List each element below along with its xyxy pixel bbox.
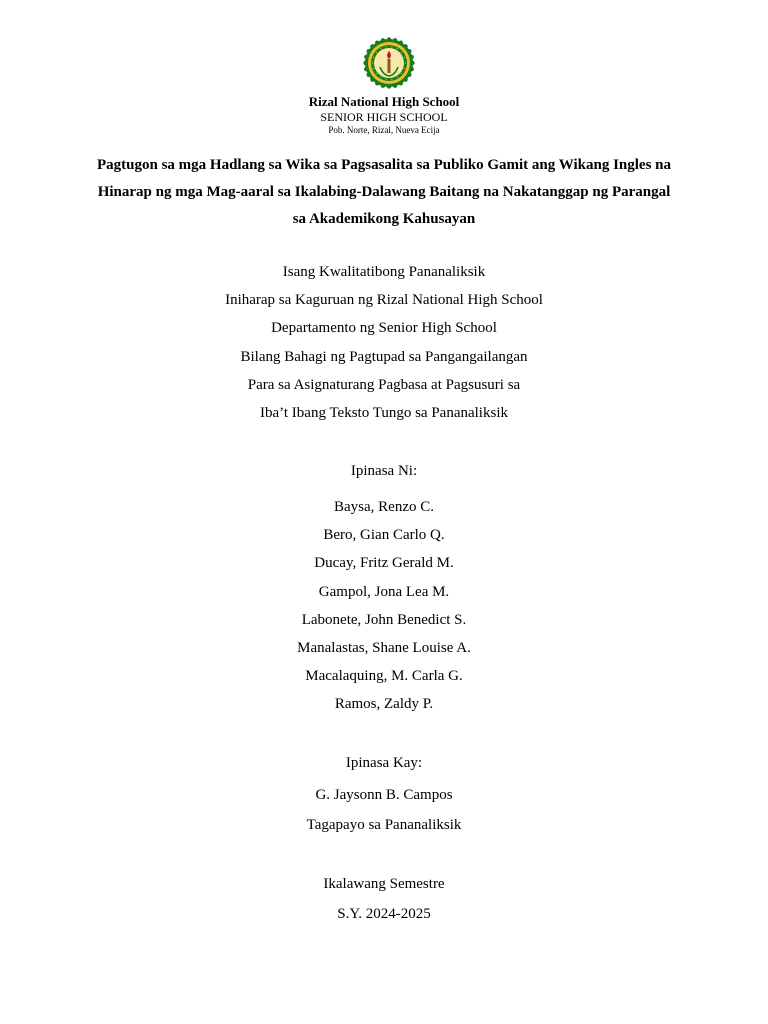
- school-name: Rizal National High School: [308, 94, 460, 109]
- seal-ring-dot: [373, 57, 374, 58]
- author-name: Manalastas, Shane Louise A.: [297, 639, 471, 656]
- description-block: [0, 258, 768, 427]
- seal-ring-dot: [376, 52, 377, 53]
- school-address: Pob. Norte, Rizal, Nueva Ecija: [328, 125, 440, 135]
- adviser-name: G. Jaysonn B. Campos: [315, 787, 453, 803]
- author-name: Labonete, John Benedict S.: [301, 611, 467, 628]
- seal-scallop: [375, 40, 379, 44]
- description-line: Iniharap sa Kaguruan ng Rizal National High School: [225, 292, 543, 309]
- seal-ring-dot: [380, 77, 381, 78]
- seal-scallop: [407, 73, 411, 77]
- author-name: Ramos, Zaldy P.: [334, 696, 434, 713]
- description-line: Bilang Bahagi ng Pagtupad sa Pangangailangan: [240, 348, 528, 365]
- description-line: Isang Kwalitatibong Pananaliksik: [282, 264, 486, 280]
- school-year: S.Y. 2024-2025: [337, 906, 431, 922]
- seal-scallop: [375, 81, 379, 85]
- seal-scallop: [407, 49, 411, 53]
- seal-ring-dot: [401, 73, 402, 74]
- seal-scallop: [393, 83, 397, 87]
- seal-scallop: [381, 83, 385, 87]
- seal-scallop: [399, 40, 403, 44]
- seal-scallop: [364, 67, 368, 71]
- seal-ring-dot: [391, 46, 392, 47]
- seal-scallop: [403, 77, 407, 81]
- seal-scallop: [364, 55, 368, 59]
- seal-ring-dot: [404, 57, 405, 58]
- title-line: sa Akademikong Kahusayan: [292, 211, 476, 227]
- seal-ring-dot: [405, 62, 406, 63]
- seal-scallop: [381, 38, 385, 42]
- seal-scallop: [387, 84, 391, 88]
- seal-ring-dot: [397, 77, 398, 78]
- description-line: Iba’t Ibang Teksto Tungo sa Pananaliksik: [260, 404, 508, 421]
- seal-ring-dot: [386, 46, 387, 47]
- author-list: [0, 493, 768, 719]
- author-name: Ducay, Fritz Gerald M.: [314, 555, 454, 572]
- description-line: Para sa Asignaturang Pagbasa at Pagsusuri sa: [247, 376, 521, 393]
- seal-ring-dot: [372, 62, 373, 63]
- seal-scallop: [399, 81, 403, 85]
- seal-scallop: [366, 73, 370, 77]
- seal-scallop: [410, 61, 414, 65]
- semester: Ikalawang Semestre: [323, 876, 445, 892]
- seal-ring-dot: [373, 68, 374, 69]
- seal-scallop: [409, 55, 413, 59]
- seal-ring-dot: [386, 79, 387, 80]
- seal-scallop: [366, 49, 370, 53]
- seal-scallop: [403, 44, 407, 48]
- seal-ring-dot: [380, 48, 381, 49]
- author-name: Baysa, Renzo C.: [334, 499, 434, 515]
- seal-scallop: [370, 77, 374, 81]
- seal-scallop: [387, 37, 391, 41]
- adviser-role: Tagapayo sa Pananaliksik: [306, 817, 462, 833]
- seal-ring-dot: [391, 79, 392, 80]
- school-division: SENIOR HIGH SCHOOL: [320, 110, 448, 124]
- author-name: Bero, Gian Carlo Q.: [323, 527, 445, 544]
- description-line: Departamento ng Senior High School: [271, 320, 497, 337]
- seal-ring-dot: [376, 73, 377, 74]
- seal-ring-dot: [404, 68, 405, 69]
- seal-scallop: [363, 61, 367, 65]
- seal-ring-dot: [401, 52, 402, 53]
- seal-ring-dot: [397, 48, 398, 49]
- seal-scallop: [409, 67, 413, 71]
- research-title: [0, 152, 768, 233]
- school-seal-icon: [363, 37, 415, 89]
- seal-scallop: [393, 38, 397, 42]
- submitted-by-label: Ipinasa Ni:: [350, 463, 418, 479]
- title-line: Hinarap ng mga Mag-aaral sa Ikalabing-Dalawang Baitang na Nakatanggap ng Parangal: [97, 184, 671, 200]
- title-line: Pagtugon sa mga Hadlang sa Wika sa Pagsasalita sa Publiko Gamit ang Wikang Ingles na: [96, 157, 672, 173]
- submitted-to-label: Ipinasa Kay:: [345, 755, 423, 771]
- author-name: Gampol, Jona Lea M.: [318, 583, 450, 600]
- author-name: Macalaquing, M. Carla G.: [305, 668, 463, 685]
- seal-scallop: [370, 44, 374, 48]
